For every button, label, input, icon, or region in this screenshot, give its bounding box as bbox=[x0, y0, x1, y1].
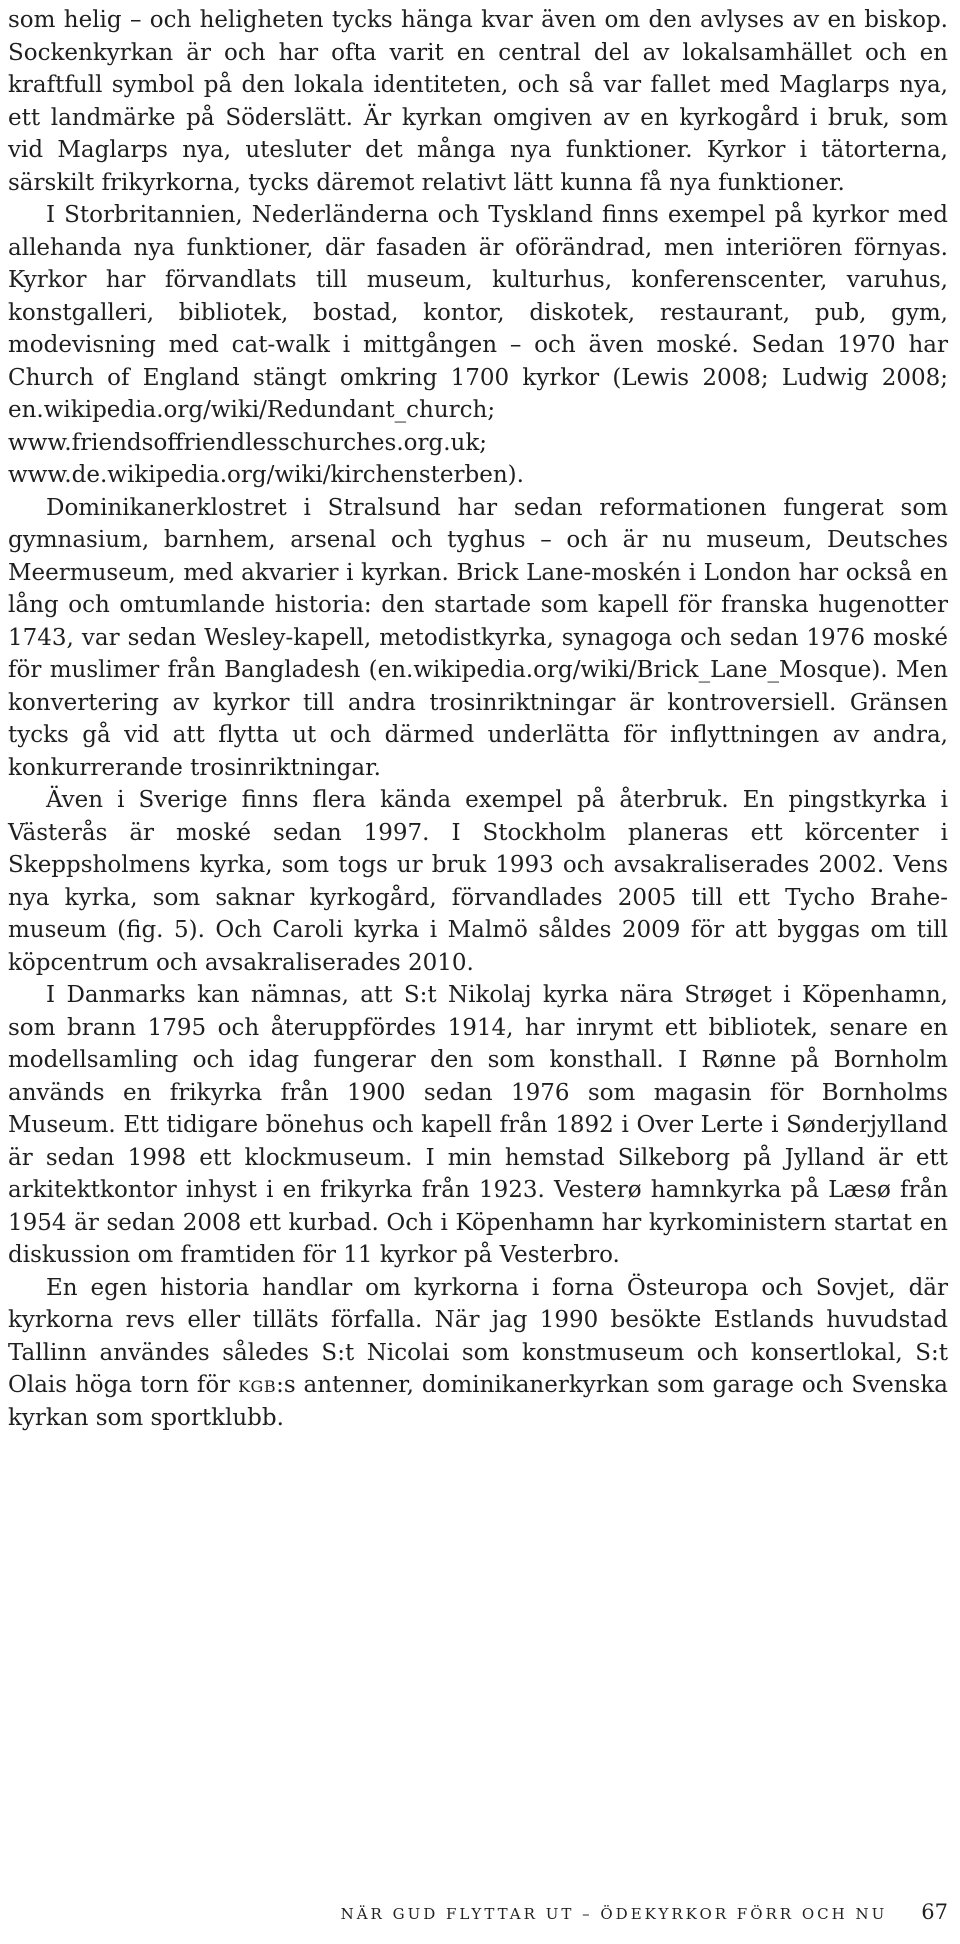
running-title: NÄR GUD FLYTTAR UT – ÖDEKYRKOR FÖRR OCH NU bbox=[340, 1905, 888, 1923]
paragraph-5: I Danmarks kan nämnas, att S:t Nikolaj kyrka nära Strøget i Köpenhamn, som brann 1795 och återuppfördes 1914, har inrymt ett bibliotek, senare en modellsamling och idag fungerar den som konsthall. I Rønne på Bornholm används en frikyrka från 1900 sedan 1976 som magasin för Bornholms Museum. Ett tidigare bönehus och kapell från 1892 i Over Lerte i Sønderjylland är sedan 1998 ett klockmuseum. I min hemstad Silkeborg på Jylland är ett arkitektkontor inhyst i en frikyrka från 1923. Vesterø hamnkyrka på Læsø från 1954 är sedan 2008 ett kurbad. Och i Köpenhamn har kyrkoministern startat en diskussion om framtiden för 11 kyrkor på Vesterbro. bbox=[8, 982, 948, 1268]
paragraph-1: som helig – och heligheten tycks hänga kvar även om den avlyses av en biskop. Sockenkyrkan är och har ofta varit en central del av lokalsamhället och en kraftfull symbol på den lokala identiteten, och så var fallet med Maglarps nya, ett landmärke på Söderslätt. Är kyrkan omgiven av en kyrkogård i bruk, som vid Maglarps nya, utesluter det många nya funktioner. Kyrkor i tätorterna, särskilt frikyrkorna, tycks däremot relativt lätt kunna få nya funktioner. bbox=[8, 7, 948, 196]
running-footer bbox=[341, 1900, 948, 1924]
paragraph-6-text-start: En egen historia handlar om kyrkorna i forna Östeuropa och Sovjet, där kyrkorna revs eller tilläts förfalla. När jag 1990 besökte Estlands huvudstad Tallinn användes således S:t Nicolai som konstmuseum och konsertlokal, S:t Olais höga torn för bbox=[8, 1274, 948, 1398]
paragraph-3: Dominikanerklostret i Stralsund har sedan reformationen fungerat som gymnasium, barnhem, arsenal och tyghus – och är nu museum, Deutsches Meermuseum, med akvarier i kyrkan. Brick Lane-moskén i London har också en lång och omtumlande historia: den startade som kapell för franska hugenotter 1743, var sedan Wesley-kapell, metodistkyrka, synagoga och sedan 1976 moské för muslimer från Bangladesh (en.wikipedia.org/wiki/Brick_Lane_Mosque). Men konvertering av kyrkor till andra trosinriktningar är kontroversiell. Gränsen tycks gå vid att flytta ut och därmed underlätta för inflyttningen av andra, konkurrerande trosinriktningar. bbox=[8, 494, 948, 781]
paragraph-6-text-end: :s antenner, dominikanerkyrkan som garage och Svenska kyrkan som sportklubb. bbox=[8, 1372, 948, 1431]
paragraph-6 bbox=[8, 1272, 948, 1435]
paragraph-4: Även i Sverige finns flera kända exempel på återbruk. En pingstkyrka i Västerås är moské sedan 1997. I Stockholm planeras ett körcenter i Skeppsholmens kyrka, som togs ur bruk 1993 och avsakraliserades 2002. Vens nya kyrka, som saknar kyrkogård, förvandlades 2005 till ett Tycho Brahe-museum (fig. 5). Och Caroli kyrka i Malmö såldes 2009 för att byggas om till köpcentrum och avsakraliserades 2010. bbox=[8, 787, 948, 976]
paragraph-2: I Storbritannien, Nederländerna och Tyskland finns exempel på kyrkor med allehanda nya funktioner, där fasaden är oförändrad, men interiören förnyas. Kyrkor har förvandlats till museum, kulturhus, konferenscenter, varuhus, konstgalleri, bibliotek, bostad, kontor, diskotek, restaurant, pub, gym, modevisning med cat-walk i mittgången – och även moské. Sedan 1970 har Church of England stängt omkring 1700 kyrkor (Lewis 2008; Ludwig 2008; en.wikipedia.org/wiki/Redundant_church; www.friendsoffriendlesschurches.org.uk; www.de.wikipedia.org/wiki/kirchensterben). bbox=[8, 202, 948, 488]
book-page bbox=[8, 0, 948, 1944]
body-text bbox=[8, 4, 948, 1434]
kgb-abbreviation: kgb bbox=[238, 1372, 277, 1398]
page-number: 67 bbox=[921, 1900, 948, 1924]
